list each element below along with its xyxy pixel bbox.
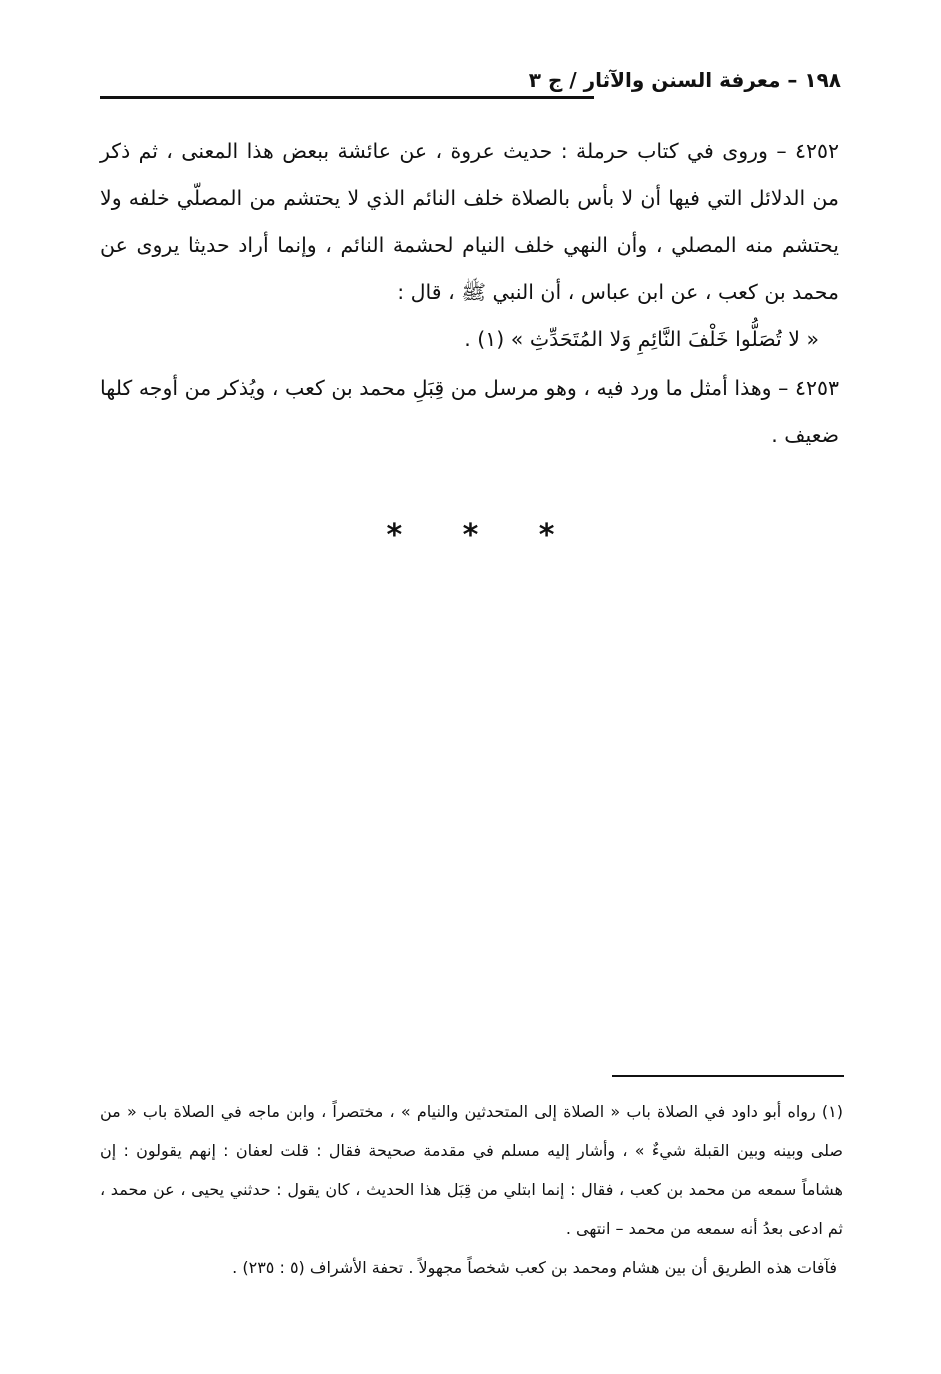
footnote-text: (١) رواه أبو داود في الصلاة باب « الصلاة إلى المتحدثين والنيام » ، مختصراً ، وابن ماجه في الصلاة باب « من صلى وبينه وبين القبلة شيءٌ » ، وأشار إليه مسلم في مقدمة صحيحة فقال : قلت لعفان : إنهم يقولون : إن هشاماً سمعه من محمد بن كعب ، فقال : إنما ابتلي من قِبَل هذا الحديث ، كان يقول : حدثني يحيى ، عن محمد ، ثم ادعى بعدُ أنه سمعه من محمد – انتهى . bbox=[100, 1102, 843, 1238]
footnote bbox=[100, 1092, 843, 1287]
page-header bbox=[100, 68, 841, 108]
running-title: ١٩٨ – معرفة السنن والآثار / ج ٣ bbox=[528, 68, 841, 92]
footnote-last-line: فآفات هذه الطريق أن بين هشام ومحمد بن كعب شخصاً مجهولاً . تحفة الأشراف (٥ : ٢٣٥) . bbox=[232, 1258, 837, 1277]
paragraph-4253: ٤٢٥٣ – وهذا أمثل ما ورد فيه ، وهو مرسل من قِبَلِ محمد بن كعب ، ويُذكر من أوجه كلها ضعيف . bbox=[100, 376, 839, 447]
header-rule bbox=[100, 96, 594, 99]
section-separator bbox=[0, 518, 941, 553]
asterisk-1: * bbox=[386, 518, 403, 553]
footnote-rule bbox=[612, 1075, 844, 1077]
main-text bbox=[100, 128, 839, 459]
hadith-quote: « لا تُصَلُّوا خَلْفَ النَّائِمِ وَلا المُتَحَدِّثِ » (١) . bbox=[464, 327, 819, 351]
asterisk-2: * bbox=[462, 518, 479, 553]
paragraph-4252: ٤٢٥٢ – وروى في كتاب حرملة : حديث عروة ، عن عائشة ببعض هذا المعنى ، ثم ذكر من الدلائل التي فيها أن لا بأس بالصلاة خلف النائم الذي لا يحتشم من المصلّي خلفه ولا يحتشم منه المصلي ، وأن النهي خلف النيام لحشمة النائم ، وإنما أراد حديثا يروى عن محمد بن كعب ، عن ابن عباس ، أن النبي ﷺ ، قال : bbox=[100, 139, 839, 304]
asterisk-3: * bbox=[538, 518, 555, 553]
